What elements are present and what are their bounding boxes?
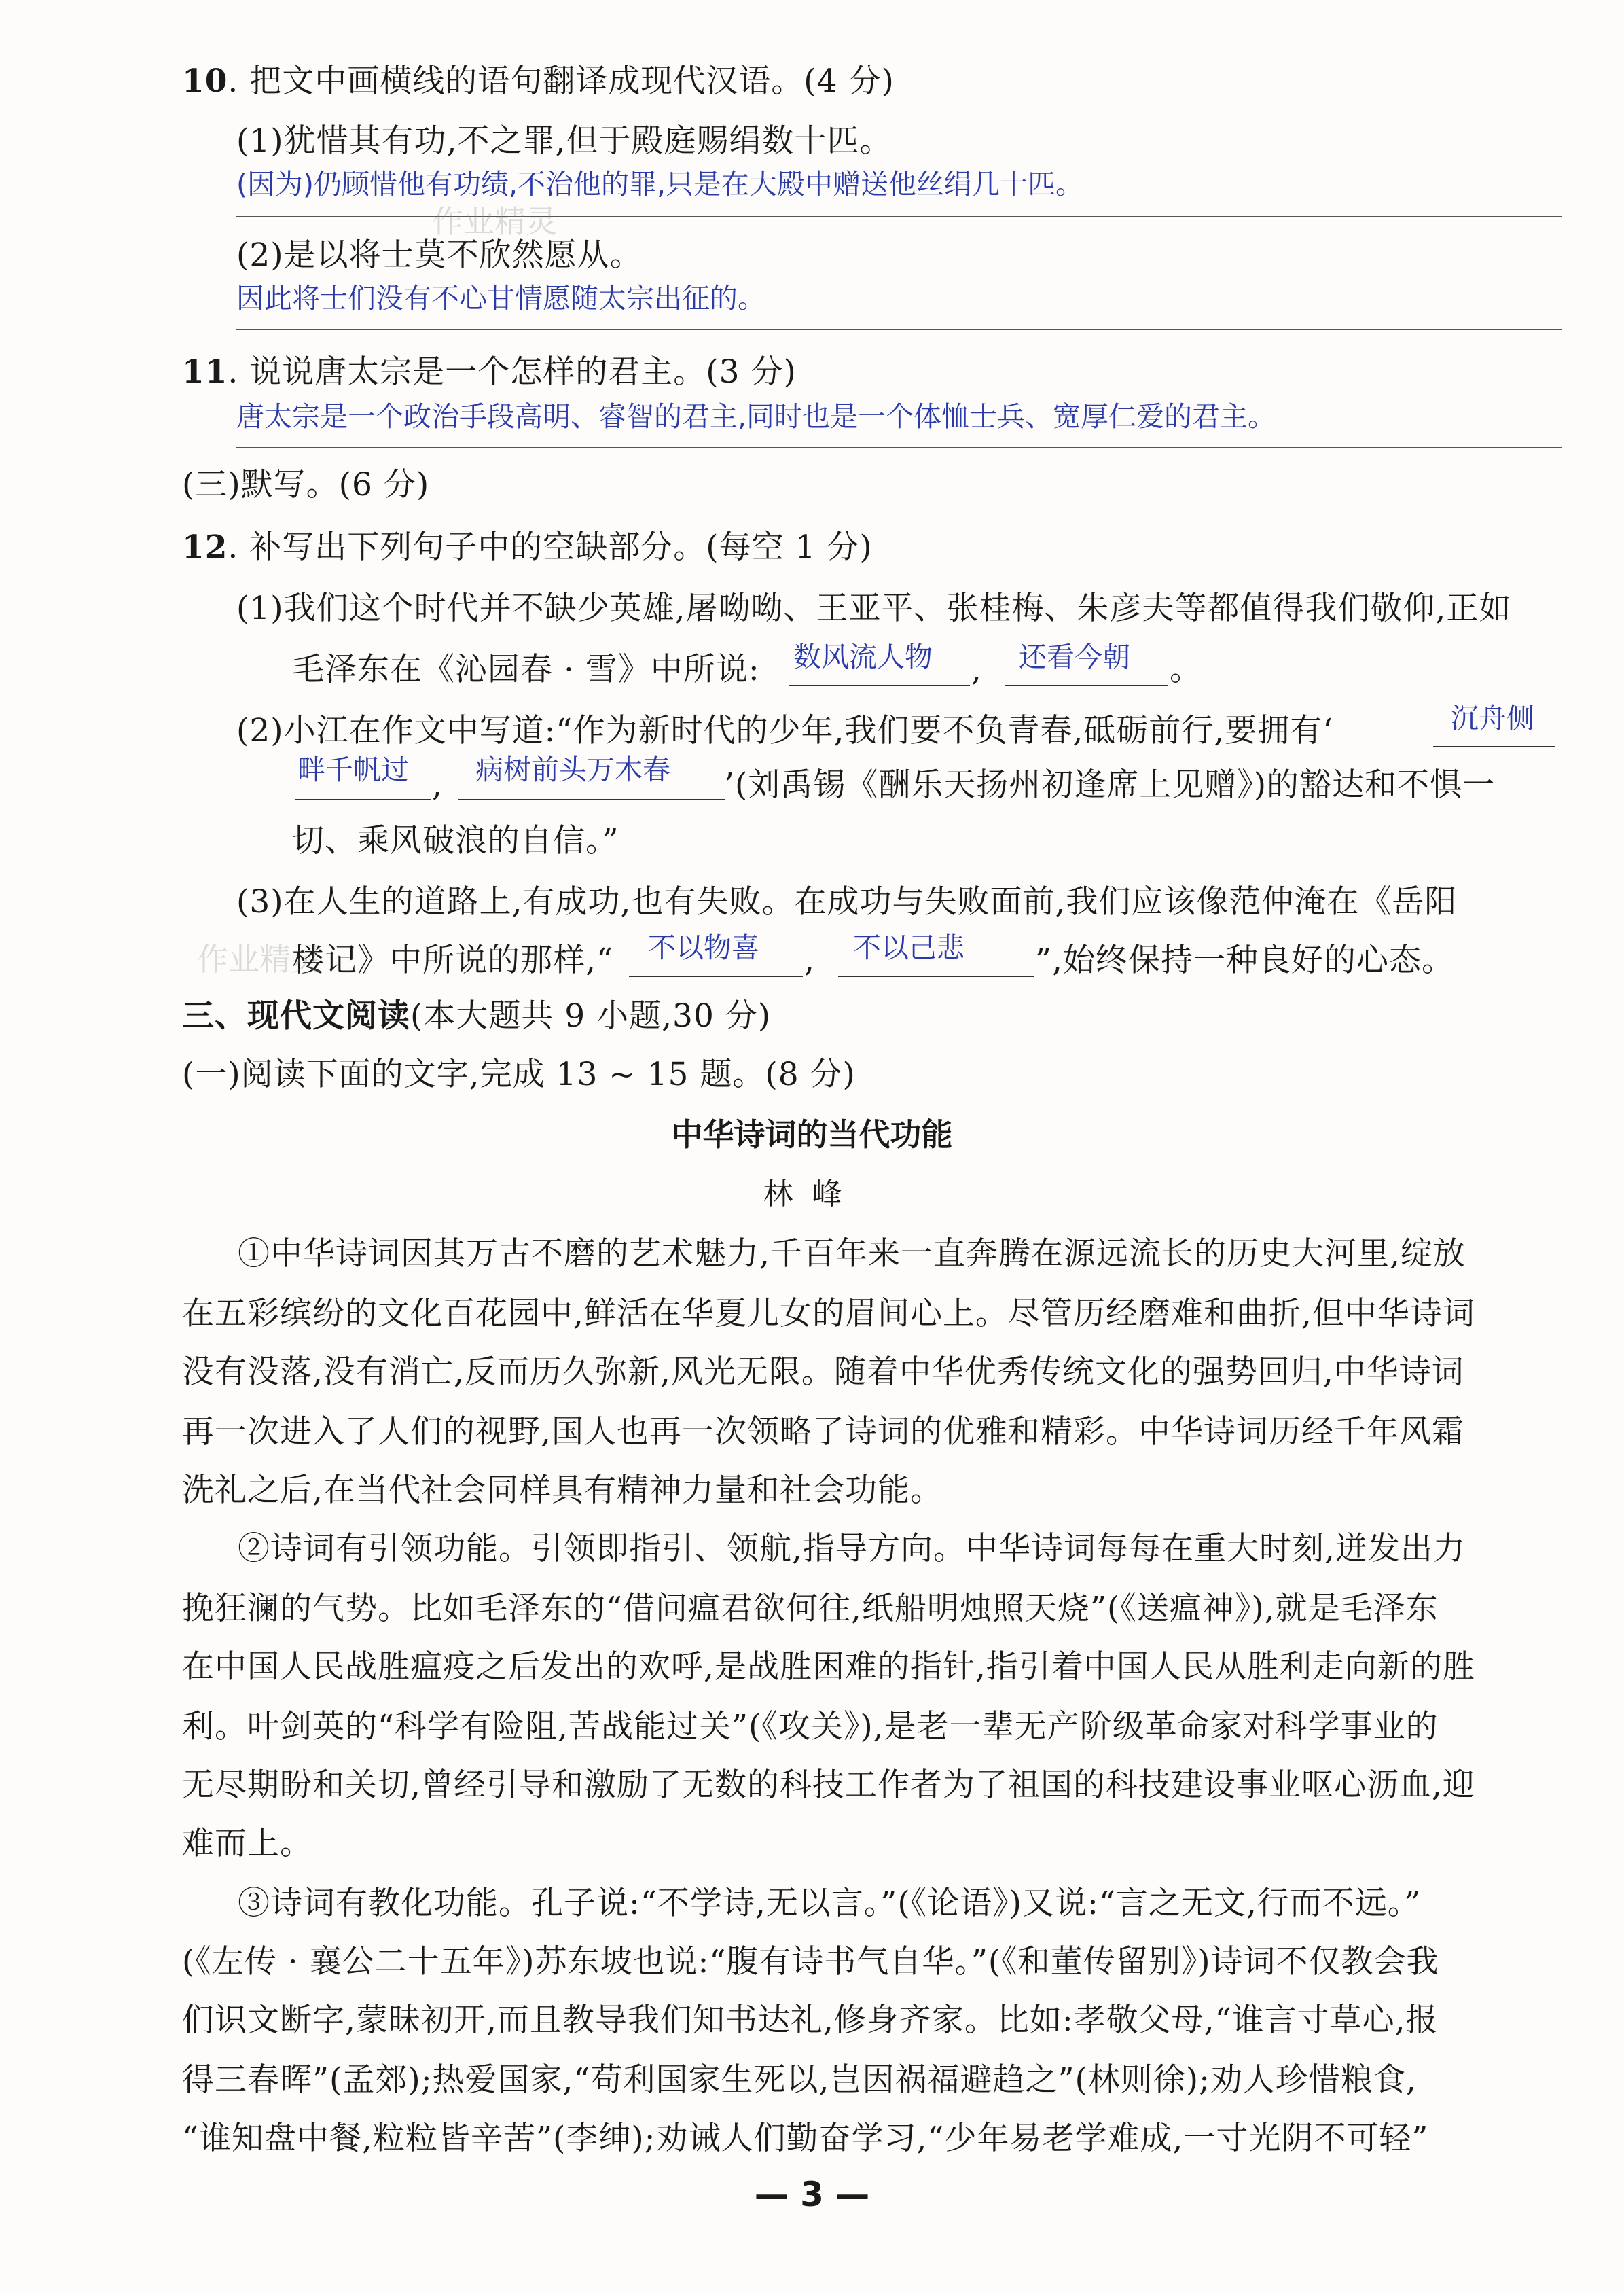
page-number: — 3 — bbox=[754, 2175, 870, 2214]
q10-sub2: (2)是以将士莫不欣然愿从。 bbox=[236, 236, 643, 274]
section3-heading bbox=[182, 996, 771, 1037]
q12-s1-line1: (1)我们这个时代并不缺少英雄,屠呦呦、王亚平、张桂梅、朱彦夫等都值得我们敬仰,正如 bbox=[236, 590, 1512, 627]
q12-stem-text: . 补写出下列句子中的空缺部分。(每空 1 分) bbox=[228, 529, 873, 566]
article-line: 们识文断字,蒙昧初开,而且教导我们知书达礼,修身齐家。比如:孝敬父母,“谁言寸草心,报 bbox=[182, 2002, 1439, 2039]
article-line: ①中华诗词因其万古不磨的艺术魅力,千百年来一直奔腾在源远流长的历史大河里,绽放 bbox=[238, 1235, 1466, 1273]
q10-number: 10 bbox=[182, 63, 228, 100]
q12-s3-answer2: 不以己悲 bbox=[853, 931, 964, 964]
q12-s1-answer2: 还看今朝 bbox=[1019, 641, 1130, 673]
q12-s2-sep: , bbox=[432, 766, 443, 804]
article-line: 无尽期盼和关切,曾经引导和激励了无数的科技工作者为了祖国的科技建设事业呕心沥血,迎 bbox=[182, 1766, 1475, 1804]
q11-stem-text: . 说说唐太宗是一个怎样的君主。(3 分) bbox=[228, 353, 797, 391]
article-line: “谁知盘中餐,粒粒皆辛苦”(李绅);劝诫人们勤奋学习,“少年易老学难成,一寸光阴不可轻” bbox=[182, 2120, 1429, 2157]
q12-s3-line2-pre: 楼记》中所说的那样,“ bbox=[292, 942, 613, 979]
blank-line bbox=[789, 685, 970, 686]
q12-s1-answer1: 数风流人物 bbox=[793, 641, 933, 673]
blank-line bbox=[838, 976, 1034, 977]
blank-line bbox=[629, 976, 803, 977]
answer-line bbox=[236, 329, 1562, 330]
q12-s1-end: 。 bbox=[1170, 651, 1202, 688]
q12-number: 12 bbox=[182, 529, 228, 566]
q12-s3-line2-post: ”,始终保持一种良好的心态。 bbox=[1035, 942, 1454, 979]
answer-line bbox=[236, 447, 1562, 448]
q12-s2-line3: 切、乘风破浪的自信。” bbox=[292, 822, 619, 859]
section-dictation: (三)默写。(6 分) bbox=[182, 466, 430, 503]
q12-s3-line1: (3)在人生的道路上,有成功,也有失败。在成功与失败面前,我们应该像范仲淹在《岳阳 bbox=[236, 883, 1458, 921]
blank-line bbox=[1433, 746, 1555, 747]
q10-answer1: (因为)仍顾惜他有功绩,不治他的罪,只是在大殿中赠送他丝绢几十匹。 bbox=[236, 168, 1084, 200]
article-line: 再一次进入了人们的视野,国人也再一次领略了诗词的优雅和精彩。中华诗词历经千年风霜 bbox=[182, 1413, 1464, 1451]
q12-s2-answer2: 病树前头万木春 bbox=[475, 753, 670, 786]
watermark: 作业精灵 bbox=[432, 203, 557, 240]
article-author: 林峰 bbox=[763, 1177, 861, 1211]
q10-answer2: 因此将士们没有不心甘情愿随太宗出征的。 bbox=[236, 282, 765, 315]
q12-s2-answer1b: 畔千帆过 bbox=[297, 753, 409, 786]
section3-meta: (本大题共 9 小题,30 分) bbox=[410, 997, 772, 1035]
q11-answer: 唐太宗是一个政治手段高明、睿智的君主,同时也是一个体恤士兵、宽厚仁爱的君主。 bbox=[236, 400, 1276, 433]
q10-sub1: (1)犹惜其有功,不之罪,但于殿庭赐绢数十匹。 bbox=[236, 122, 892, 160]
q10-stem-text: . 把文中画横线的语句翻译成现代汉语。(4 分) bbox=[228, 63, 895, 100]
q12-s2-answer1a: 沉舟侧 bbox=[1451, 702, 1534, 734]
watermark: 作业精灵 bbox=[197, 941, 322, 978]
article-line: 洗礼之后,在当代社会同样具有精神力量和社会功能。 bbox=[182, 1472, 943, 1509]
article-line: 没有没落,没有消亡,反而历久弥新,风光无限。随着中华优秀传统文化的强势回归,中华诗词 bbox=[182, 1353, 1464, 1391]
article-line: 在五彩缤纷的文化百花园中,鲜活在华夏儿女的眉间心上。尽管历经磨难和曲折,但中华诗词 bbox=[182, 1295, 1475, 1332]
article-line: 利。叶剑英的“科学有险阻,苦战能过关”(《攻关》),是老一辈无产阶级革命家对科学事业的 bbox=[182, 1708, 1439, 1745]
q11-stem bbox=[182, 352, 797, 393]
q12-s1-text: 毛泽东在《沁园春 · 雪》中所说: bbox=[292, 651, 760, 688]
q12-s3-sep: , bbox=[804, 942, 815, 979]
article-line: 在中国人民战胜瘟疫之后发出的欢呼,是战胜困难的指针,指引着中国人民从胜利走向新的胜 bbox=[182, 1648, 1475, 1686]
article-line: 得三春晖”(孟郊);热爱国家,“苟利国家生死以,岂因祸福避趋之”(林则徐);劝人珍惜粮食, bbox=[182, 2061, 1417, 2099]
blank-line bbox=[458, 799, 725, 800]
blank-line bbox=[295, 799, 431, 800]
q12-s2-line1: (2)小江在作文中写道:“作为新时代的少年,我们要不负青春,砥砺前行,要拥有‘ bbox=[236, 712, 1334, 749]
article-title: 中华诗词的当代功能 bbox=[671, 1116, 953, 1153]
q12-s3-answer1: 不以物喜 bbox=[648, 931, 759, 964]
q12-s2-line2: ’(刘禹锡《酬乐天扬州初逢席上见赠》)的豁达和不惧一 bbox=[724, 766, 1496, 804]
article-line: (《左传 · 襄公二十五年》)苏东坡也说:“腹有诗书气自华。”(《和董传留别》)诗词不仅教会我 bbox=[182, 1943, 1439, 1980]
article-line: ③诗词有教化功能。孔子说:“不学诗,无以言。”(《论语》)又说:“言之无文,行而不远。” bbox=[238, 1885, 1422, 1922]
section3-title: 三、现代文阅读 bbox=[182, 997, 410, 1035]
article-line: ②诗词有引领功能。引领即指引、领航,指导方向。中华诗词每每在重大时刻,迸发出力 bbox=[238, 1530, 1466, 1567]
article-line: 挽狂澜的气势。比如毛泽东的“借问瘟君欲何往,纸船明烛照天烧”(《送瘟神》),就是毛泽东 bbox=[182, 1590, 1439, 1627]
q10-stem bbox=[182, 61, 895, 102]
q11-number: 11 bbox=[182, 353, 228, 391]
section3-sub: (一)阅读下面的文字,完成 13 ~ 15 题。(8 分) bbox=[182, 1056, 856, 1093]
article-line: 难而上。 bbox=[182, 1825, 312, 1862]
q12-stem bbox=[182, 527, 873, 568]
q12-s1-sep: , bbox=[971, 651, 982, 688]
blank-line bbox=[1005, 685, 1168, 686]
q12-s1-line2 bbox=[292, 650, 760, 690]
